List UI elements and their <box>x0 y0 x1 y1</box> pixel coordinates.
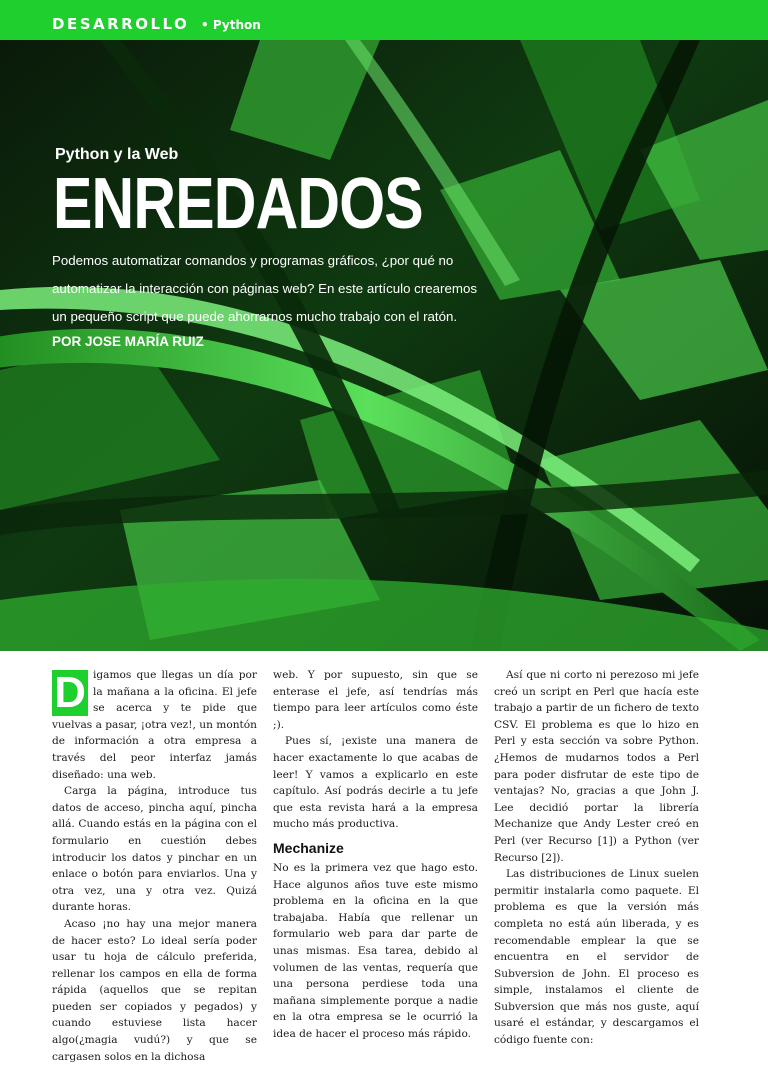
paragraph: Acaso ¡no hay una mejor manera de hacer esto? Lo ideal sería poder usar tu hoja de cálculo preferida, rellenar los campos en ella de forma rápida (aquellos que se repitan pueden ser copiados y pegados) y cuando estuviese lista hacer algo(¿magia vudú?) y que se cargasen solos en la dichosa <box>52 917 257 1063</box>
article-kicker: Python y la Web <box>55 146 179 163</box>
paragraph: Pues sí, ¡existe una manera de hacer exactamente lo que acabas de leer! Y vamos a explicarlo en este capítulo. Así podrás decirle a tu jefe que esta revista hará a la empresa mucho más productiva. <box>273 735 478 831</box>
article-column-3 <box>494 667 699 1049</box>
paragraph: igamos que llegas un día por la mañana a la oficina. El jefe se acerca y te pide que vuelvas a pasar, ¡otra vez!, un montón de información a otra empresa a través del peor interfaz jamás diseñado: una web. <box>52 669 257 781</box>
paragraph: Carga la página, introduce tus datos de acceso, pincha aquí, pincha allá. Cuando estás en la página con el formulario en cuestión debes introducir los datos y pinchar en un enlace o botón para enviarlos. Una y otra vez, una y otra vez. Quizá durante horas. <box>52 785 257 914</box>
article-column-2 <box>273 667 478 1042</box>
article-byline: POR JOSE MARÍA RUIZ <box>52 334 204 349</box>
subsection-name: • Python <box>201 18 261 32</box>
article-column-1 <box>52 667 257 1065</box>
article-title: ENREDADOS <box>53 164 423 244</box>
hero-image <box>0 40 768 651</box>
section-label <box>52 17 261 32</box>
drop-cap: D <box>52 670 88 716</box>
paragraph: Así que ni corto ni perezoso mi jefe creó un script en Perl que hacía este trabajo a partir de un fichero de texto CSV. El problema es que lo hizo en Perl y esta sección va sobre Python. ¿Hemos de mudarnos todos a Perl para poder disfrutar de este tipo de ventajas? No, gracias a que John J. Lee decidió portar la librería Mechanize que Andy Lester creó en Perl (ver Recurso [1]) a Python (ver Recurso [2]). <box>494 669 699 864</box>
article-lead: Podemos automatizar comandos y programas gráficos, ¿por qué no automatizar la interacción con páginas web? En este artículo crearemos un pequeño script que puede ahorrarnos mucho trabajo con el ratón. <box>52 253 477 324</box>
section-name: DESARROLLO <box>52 15 190 33</box>
section-heading: Mechanize <box>273 839 344 856</box>
paragraph: No es la primera vez que hago esto. Hace algunos años tuve este mismo problema en la oficina en la que trabajaba. Había que rellenar un formulario web para dar parte de unas mismas. Esa tarea, debido al volumen de las ventas, requería que una persona perdiese toda una mañana simplemente porque a nadie en la otra empresa se le ocurrió la idea de hacer el proceso más rápido. <box>273 861 478 1040</box>
paragraph: Las distribuciones de Linux suelen permitir instalarla como paquete. El problema es que la versión más completa no está aún liberada, y es recomendable emplear la que se encuentra en el servidor de Subversion de John. El proceso es simple, instalamos el cliente de Subversion que más nos guste, aquí usaré el estándar, y descargamos el código fuente con: <box>494 868 699 1047</box>
paragraph: web. Y por supuesto, sin que se enterase el jefe, así tendrías más tiempo para leer artículos como éste ;). <box>273 669 478 731</box>
section-header-bar <box>0 0 768 40</box>
